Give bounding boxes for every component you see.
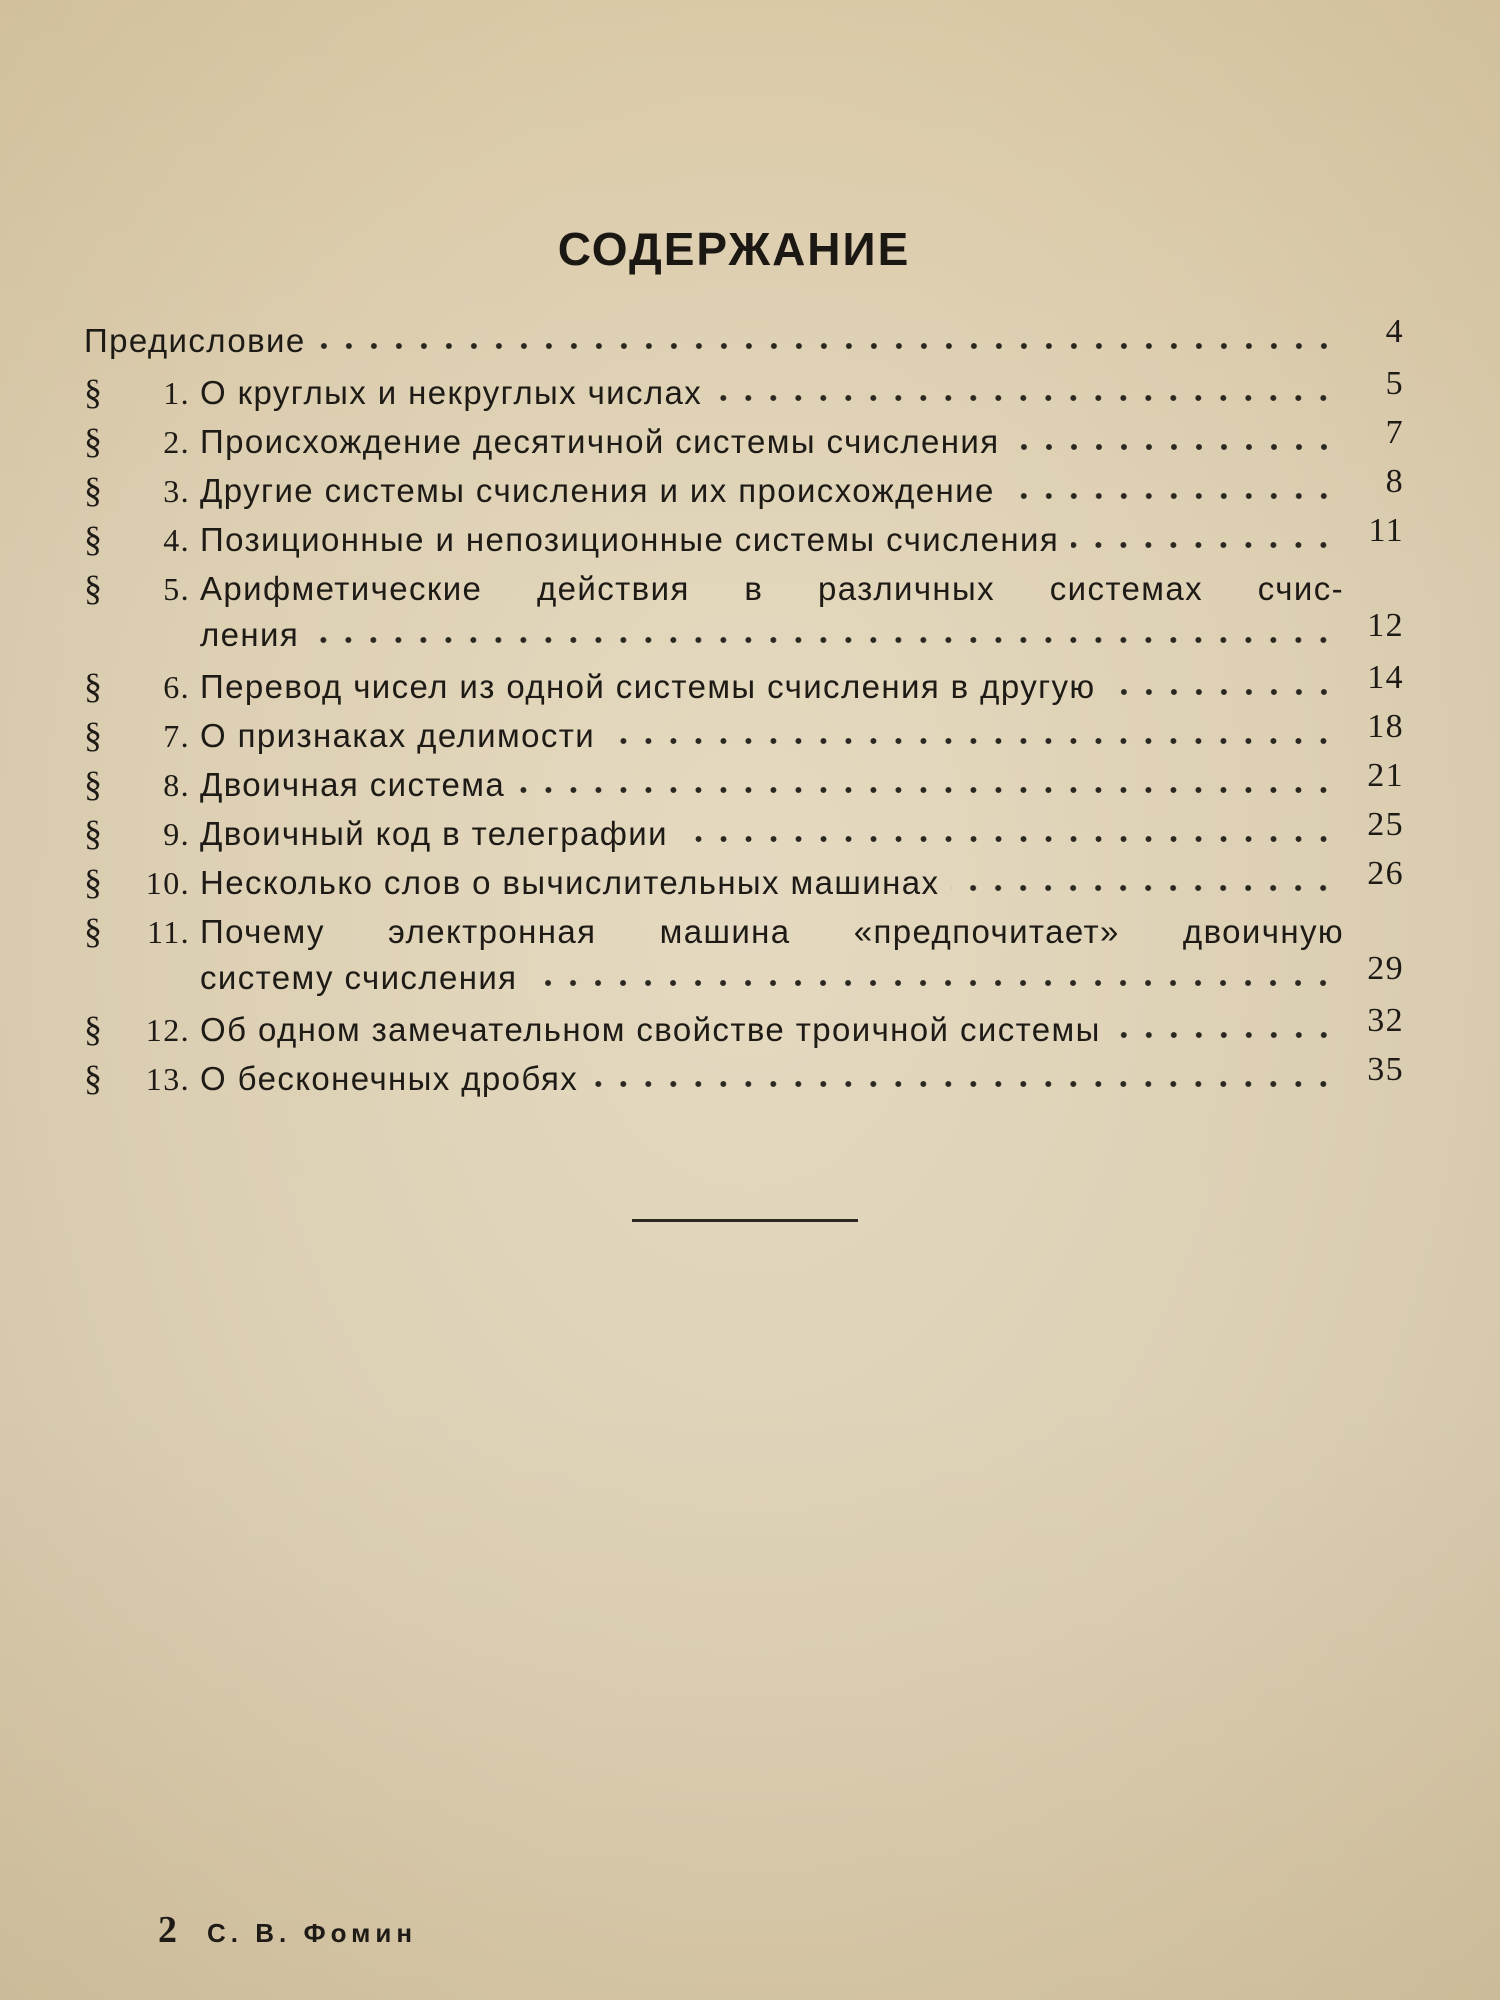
toc-entry-number: 13.: [145, 1061, 190, 1097]
toc-entry-number: 9.: [163, 816, 190, 852]
toc-entry-11: [84, 910, 1404, 959]
section-sign: §: [84, 1009, 104, 1049]
toc-entry-number: 1.: [163, 375, 190, 411]
toc-entry-page: 32: [1367, 1002, 1404, 1039]
toc-entry-preface: [84, 313, 1404, 371]
dot-leader: [1071, 521, 1336, 551]
toc-entry-9: [84, 806, 1404, 861]
section-sign: §: [84, 568, 104, 608]
dot-leader: [1007, 472, 1336, 502]
section-sign: §: [84, 421, 104, 461]
toc-entry-13: [84, 1051, 1404, 1106]
toc-entry-label: Почему электронная машина «предпочитает» двоичную: [200, 913, 1344, 950]
toc-entry-page: 4: [1385, 313, 1404, 350]
section-sign: §: [84, 666, 104, 706]
toc-entry-number: 11.: [146, 914, 190, 950]
toc-entry-2: [84, 414, 1404, 469]
toc-entry-10: [84, 855, 1404, 910]
toc-entry-number: 6.: [163, 669, 190, 705]
dot-leader: [529, 959, 1336, 989]
toc-entry-5: [84, 567, 1404, 616]
section-sign: §: [84, 715, 104, 755]
dot-leader: [590, 1060, 1336, 1090]
toc-entry-label: Двоичная система: [200, 766, 506, 803]
toc-entry-label: Об одном замечательном свойстве троичной системы: [200, 1011, 1101, 1048]
toc-entry-page: 35: [1367, 1051, 1404, 1088]
toc-entry-11-continuation: [84, 950, 1404, 1008]
toc-entry-page: 26: [1367, 855, 1404, 892]
toc-entry-number: 8.: [163, 767, 190, 803]
toc-entry-label: Арифметические действия в различных системах счис-: [200, 570, 1344, 607]
toc-entry-label: Другие системы счисления и их происхождение: [200, 472, 995, 509]
toc-entry-page: 8: [1385, 463, 1404, 500]
footer-author: С. В. Фомин: [207, 1918, 418, 1948]
toc-entry-3: [84, 463, 1404, 518]
toc-entry-12: [84, 1002, 1404, 1057]
section-sign: §: [84, 519, 104, 559]
toc-entry-number: 4.: [163, 522, 190, 558]
dot-leader: [1012, 423, 1336, 453]
toc-entry-number: 12.: [145, 1012, 190, 1048]
dot-leader: [517, 766, 1336, 796]
section-sign: §: [84, 813, 104, 853]
toc-entry-label: О признаках делимости: [200, 717, 596, 754]
table-of-contents: [84, 313, 1404, 1106]
dot-leader: [607, 717, 1336, 747]
footer-page-number: 2: [158, 1909, 177, 1951]
toc-entry-page: 7: [1385, 414, 1404, 451]
dot-leader: [1108, 668, 1336, 698]
toc-entry-number: 3.: [163, 473, 190, 509]
toc-entry-8: [84, 757, 1404, 812]
section-sign: §: [84, 1058, 104, 1098]
toc-entry-label: Предисловие: [84, 322, 306, 359]
toc-entry-number: 5.: [163, 571, 190, 607]
dot-leader: [714, 374, 1336, 404]
dot-leader: [318, 322, 1336, 352]
page-title: СОДЕРЖАНИЕ: [557, 223, 911, 275]
toc-entry-number: 10.: [145, 865, 190, 901]
toc-entry-label: Несколько слов о вычислительных машинах: [200, 864, 940, 901]
section-sign: §: [84, 764, 104, 804]
toc-entry-6: [84, 659, 1404, 714]
section-sign: §: [84, 911, 104, 951]
toc-entry-label: Позиционные и непозиционные системы счисления: [200, 521, 1060, 558]
toc-entry-5-continuation: [84, 607, 1404, 665]
toc-entry-page: 11: [1368, 512, 1404, 549]
toc-entry-number: 7.: [163, 718, 190, 754]
toc-entry-label: О круглых и некруглых числах: [200, 374, 703, 411]
toc-entry-label-continuation: ления: [200, 616, 300, 653]
page-footer: [158, 1908, 417, 1952]
toc-entry-page: 25: [1367, 806, 1404, 843]
toc-entry-page: 12: [1367, 607, 1404, 644]
toc-entry-page: 5: [1385, 365, 1404, 402]
dot-leader: [1113, 1011, 1336, 1041]
toc-entry-4: [84, 512, 1404, 567]
toc-entry-page: 14: [1367, 659, 1404, 696]
toc-entry-label: Перевод чисел из одной системы счисления в другую: [200, 668, 1096, 705]
section-divider: [632, 1219, 858, 1222]
toc-entry-label-continuation: систему счисления: [200, 959, 518, 996]
toc-entry-page: 29: [1367, 950, 1404, 987]
toc-entry-label: Двоичный код в телеграфии: [200, 815, 668, 852]
section-sign: §: [84, 470, 104, 510]
dot-leader: [951, 864, 1336, 894]
toc-entry-7: [84, 708, 1404, 763]
section-sign: §: [84, 862, 104, 902]
section-sign: §: [84, 372, 104, 412]
toc-entry-label: Происхождение десятичной системы счисления: [200, 423, 1000, 460]
toc-entry-label: О бесконечных дробях: [200, 1060, 579, 1097]
dot-leader: [311, 616, 1336, 646]
dot-leader: [680, 815, 1336, 845]
toc-entry-number: 2.: [163, 424, 190, 460]
toc-entry-page: 21: [1367, 757, 1404, 794]
toc-entry-1: [84, 365, 1404, 420]
toc-entry-page: 18: [1367, 708, 1404, 745]
